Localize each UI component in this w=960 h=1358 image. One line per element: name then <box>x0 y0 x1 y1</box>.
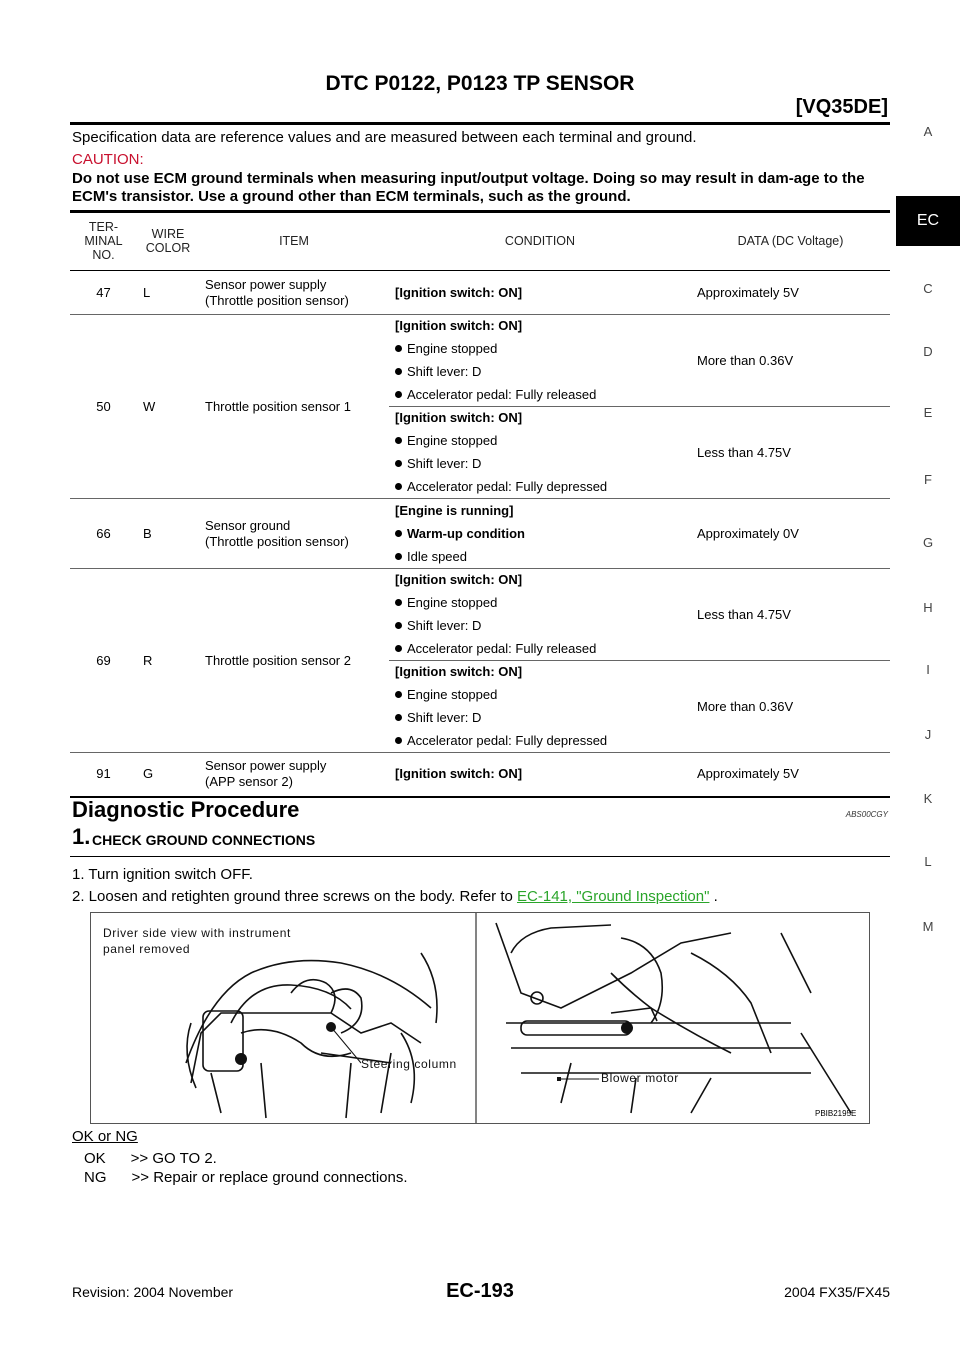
engine-code: [VQ35DE] <box>795 96 888 118</box>
bullet-icon <box>395 437 402 444</box>
dc-voltage-cell: Less than 4.75V <box>691 569 890 661</box>
dc-voltage-cell: Approximately 5V <box>691 753 890 797</box>
step-number: 1. <box>72 824 91 849</box>
bullet-icon <box>395 530 402 537</box>
condition-item <box>395 433 685 449</box>
bullet-icon <box>395 691 402 698</box>
side-index-c[interactable]: C <box>923 281 933 296</box>
result-ng: NG >> Repair or replace ground connections. <box>84 1169 408 1186</box>
condition-text: Accelerator pedal: Fully depressed <box>407 733 608 748</box>
header-rule <box>70 122 890 125</box>
item-cell: Sensor power supply (Throttle position sensor) <box>199 271 389 315</box>
wire-color-cell: L <box>137 271 199 315</box>
bullet-icon <box>395 622 402 629</box>
condition-text: Engine stopped <box>407 433 498 448</box>
terminal-cell: 91 <box>70 753 137 797</box>
caution-text: Do not use ECM ground terminals when measuring input/output voltage. Doing so may result in dam-age to the ECM's transistor. Use a ground other than ECM terminals, such as the ground. <box>72 170 865 205</box>
table-body <box>70 271 890 797</box>
condition-cell <box>389 407 691 499</box>
condition-cell <box>389 753 691 797</box>
item-cell: Sensor power supply (APP sensor 2) <box>199 753 389 797</box>
condition-heading: [Ignition switch: ON] <box>395 572 523 587</box>
bullet-icon <box>395 737 402 744</box>
condition-item <box>395 618 685 634</box>
header-data: DATA (DC Voltage) <box>691 212 890 271</box>
condition-heading: [Ignition switch: ON] <box>395 318 523 333</box>
step-line-2-text: 2. Loosen and retighten ground three screws on the body. Refer to <box>72 888 518 905</box>
bullet-icon <box>395 460 402 467</box>
wire-color-cell: R <box>137 569 199 753</box>
figure-caption: Driver side view with instrument panel removed <box>103 926 291 956</box>
terminal-cell: 66 <box>70 499 137 569</box>
step-title: CHECK GROUND CONNECTIONS <box>92 832 316 848</box>
intro-text: Specification data are reference values and are measured between each terminal and ground. <box>72 129 697 146</box>
side-index-j[interactable]: J <box>924 727 932 742</box>
steering-column-label: Steering column <box>361 1057 457 1071</box>
header-item: ITEM <box>199 212 389 271</box>
section-code: ABS00CGY <box>845 810 888 819</box>
bullet-icon <box>395 553 402 560</box>
condition-item <box>395 479 685 495</box>
condition-item <box>395 595 685 611</box>
terminal-cell: 69 <box>70 569 137 753</box>
caution-label: CAUTION: <box>72 151 144 168</box>
condition-text: Warm-up condition <box>407 525 525 541</box>
condition-cell <box>389 499 691 569</box>
condition-item <box>395 710 685 726</box>
bullet-icon <box>395 714 402 721</box>
terminal-cell: 47 <box>70 271 137 315</box>
condition-item <box>395 733 685 749</box>
condition-item <box>395 641 685 657</box>
item-cell: Sensor ground (Throttle position sensor) <box>199 499 389 569</box>
side-index-k[interactable]: K <box>923 791 933 806</box>
bullet-icon <box>395 345 402 352</box>
condition-item <box>395 341 685 357</box>
condition-text: Shift lever: D <box>407 364 482 379</box>
condition-text: Engine stopped <box>407 687 498 702</box>
footer-page-number: EC-193 <box>446 1280 514 1302</box>
side-index-d[interactable]: D <box>923 344 933 359</box>
condition-text: Accelerator pedal: Fully released <box>407 641 597 656</box>
side-index-g[interactable]: G <box>922 535 934 550</box>
step-rule <box>70 856 890 857</box>
dc-voltage-cell: Approximately 5V <box>691 271 890 315</box>
condition-text: Shift lever: D <box>407 456 482 471</box>
bullet-icon <box>395 391 402 398</box>
wire-color-cell: G <box>137 753 199 797</box>
side-index-f[interactable]: F <box>924 472 932 487</box>
condition-heading: [Ignition switch: ON] <box>395 284 523 300</box>
bullet-icon <box>395 483 402 490</box>
step-line-2 <box>72 888 718 906</box>
side-index-ec[interactable]: EC <box>896 196 960 246</box>
condition-text: Idle speed <box>407 548 467 564</box>
step-line-1: 1. Turn ignition switch OFF. <box>72 866 253 883</box>
condition-item <box>395 387 685 403</box>
section-title: Diagnostic Procedure <box>72 797 300 822</box>
condition-item <box>395 364 685 380</box>
header-terminal: TER-MINAL NO. <box>70 212 137 271</box>
condition-cell <box>389 569 691 661</box>
bullet-icon <box>395 599 402 606</box>
header-condition: CONDITION <box>389 212 691 271</box>
result-ok: OK >> GO TO 2. <box>84 1150 217 1167</box>
page-title: DTC P0122, P0123 TP SENSOR <box>325 72 635 95</box>
table-row <box>70 753 890 797</box>
side-index-i[interactable]: I <box>926 662 930 677</box>
condition-cell <box>389 271 691 315</box>
item-cell: Throttle position sensor 2 <box>199 569 389 753</box>
table-row <box>70 499 890 569</box>
condition-cell <box>389 315 691 407</box>
result-label: OK or NG <box>72 1128 138 1145</box>
dc-voltage-cell: Less than 4.75V <box>691 407 890 499</box>
side-index-m[interactable]: M <box>922 919 934 934</box>
condition-heading: [Ignition switch: ON] <box>395 410 523 425</box>
dc-voltage-cell: More than 0.36V <box>691 315 890 407</box>
table-header-row <box>70 212 890 271</box>
condition-item <box>395 549 685 565</box>
table-row <box>70 271 890 315</box>
side-index-h[interactable]: H <box>923 600 933 615</box>
condition-text: Engine stopped <box>407 341 498 356</box>
terminal-cell: 50 <box>70 315 137 499</box>
condition-text: Accelerator pedal: Fully released <box>407 387 597 402</box>
ground-location-figure <box>90 912 870 1124</box>
dc-voltage-cell: More than 0.36V <box>691 661 890 753</box>
table-row <box>70 315 890 407</box>
wire-color-cell: B <box>137 499 199 569</box>
step-line-2-end: . <box>709 888 718 905</box>
side-index-a[interactable]: A <box>923 124 933 139</box>
ground-inspection-link[interactable]: EC-141, "Ground Inspection" <box>517 888 710 905</box>
condition-heading: [Engine is running] <box>395 502 514 518</box>
condition-heading: [Ignition switch: ON] <box>395 766 523 782</box>
table-row <box>70 569 890 661</box>
side-index-l[interactable]: L <box>924 854 932 869</box>
condition-text: Accelerator pedal: Fully depressed <box>407 479 608 494</box>
item-cell: Throttle position sensor 1 <box>199 315 389 499</box>
condition-item <box>395 456 685 472</box>
side-index-e[interactable]: E <box>923 405 933 420</box>
footer-model: 2004 FX35/FX45 <box>784 1284 890 1300</box>
terminal-spec-table <box>70 212 890 798</box>
blower-motor-label: Blower motor <box>601 1071 679 1085</box>
footer-revision: Revision: 2004 November <box>72 1284 234 1300</box>
condition-item <box>395 526 685 542</box>
condition-cell <box>389 661 691 753</box>
condition-item <box>395 687 685 703</box>
condition-text: Engine stopped <box>407 595 498 610</box>
header-wire: WIRE COLOR <box>137 212 199 271</box>
condition-text: Shift lever: D <box>407 710 482 725</box>
dc-voltage-cell: Approximately 0V <box>691 499 890 569</box>
figure-code: PBIB2195E <box>815 1109 857 1118</box>
bullet-icon <box>395 645 402 652</box>
condition-text: Shift lever: D <box>407 618 482 633</box>
bullet-icon <box>395 368 402 375</box>
wire-color-cell: W <box>137 315 199 499</box>
condition-heading: [Ignition switch: ON] <box>395 664 523 679</box>
